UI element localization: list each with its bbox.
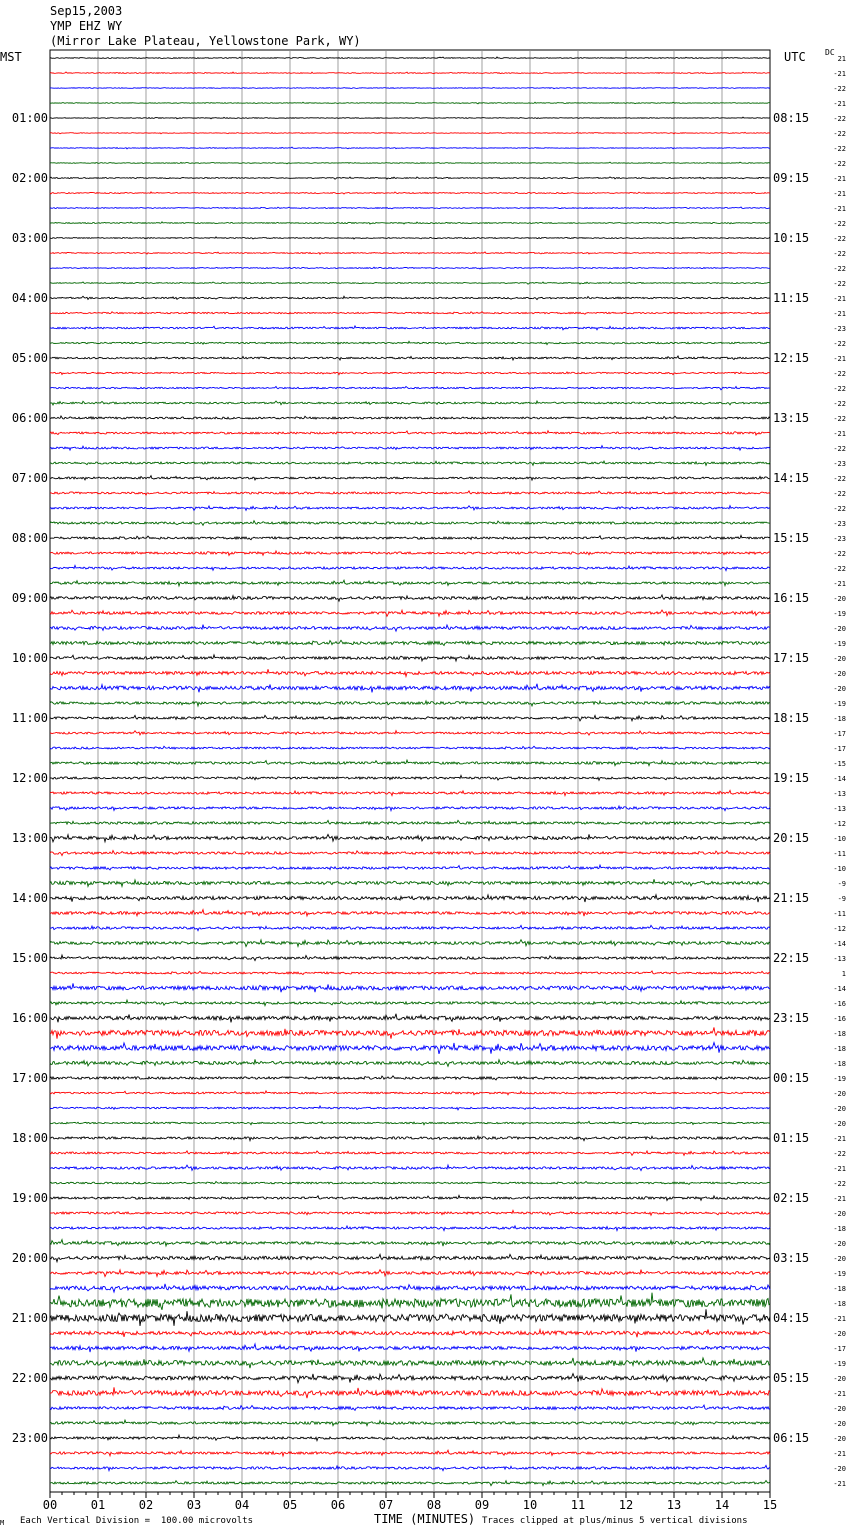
- seismic-trace: [50, 1151, 770, 1156]
- dc-offset-label: -15: [833, 760, 846, 768]
- dc-offset-label: -21: [833, 1315, 846, 1323]
- left-hour-label: 05:00: [11, 351, 48, 365]
- seismic-trace: [50, 147, 770, 149]
- dc-offset-label: -14: [833, 985, 846, 993]
- dc-offset-label: -12: [833, 925, 846, 933]
- seismic-trace: [50, 610, 770, 616]
- seismic-trace: [50, 640, 770, 645]
- seismic-trace: [50, 1284, 770, 1292]
- dc-offset-label: -20: [833, 1330, 846, 1338]
- right-hour-label: 05:15: [773, 1371, 810, 1385]
- dc-offset-label: -20: [833, 625, 846, 633]
- seismic-trace: [50, 1027, 770, 1038]
- seismic-trace: [50, 910, 770, 917]
- dc-offset-labels: [833, 55, 846, 1488]
- dc-offset-label: -22: [833, 250, 846, 258]
- left-hour-label: 14:00: [11, 891, 48, 905]
- left-hour-label: 15:00: [11, 951, 48, 965]
- dc-offset-label: -22: [833, 370, 846, 378]
- corner-mark: M: [0, 1519, 5, 1527]
- x-tick-label: 02: [138, 1498, 154, 1512]
- seismic-trace: [50, 1309, 770, 1326]
- right-hour-label: 21:15: [773, 891, 810, 905]
- left-hour-label: 06:00: [11, 411, 48, 425]
- seismic-trace: [50, 57, 770, 58]
- x-tick-label: 13: [666, 1498, 682, 1512]
- x-tick-label: 11: [570, 1498, 586, 1512]
- dc-offset-label: -18: [833, 1225, 846, 1233]
- right-hour-label: 03:15: [773, 1251, 810, 1265]
- seismic-trace: [50, 625, 770, 632]
- seismic-trace: [50, 925, 770, 930]
- seismic-trace: [50, 341, 770, 344]
- dc-offset-label: -22: [833, 160, 846, 168]
- dc-offset-label: -22: [833, 490, 846, 498]
- dc-offset-label: -22: [833, 340, 846, 348]
- seismic-trace: [50, 551, 770, 555]
- right-hour-label: 08:15: [773, 111, 810, 125]
- dc-offset-label: -20: [833, 1375, 846, 1383]
- left-hour-label: 02:00: [11, 171, 48, 185]
- left-hour-label: 18:00: [11, 1131, 48, 1145]
- dc-offset-label: -18: [833, 1045, 846, 1053]
- seismic-trace: [50, 1270, 770, 1277]
- dc-offset-label: -9: [837, 880, 846, 888]
- seismic-trace: [50, 326, 770, 330]
- seismic-trace: [50, 731, 770, 735]
- seismic-trace: [50, 177, 770, 179]
- seismic-trace: [50, 1014, 770, 1023]
- seismic-trace: [50, 565, 770, 570]
- dc-offset-label: -20: [833, 1090, 846, 1098]
- seismic-trace: [50, 207, 770, 209]
- dc-offset-label: -20: [833, 1255, 846, 1263]
- dc-offset-label: -21: [833, 1165, 846, 1173]
- dc-offset-label: -22: [833, 115, 846, 123]
- left-hour-label: 08:00: [11, 531, 48, 545]
- dc-offset-label: -19: [833, 640, 846, 648]
- seismic-trace: [50, 1059, 770, 1066]
- seismic-trace: [50, 1387, 770, 1398]
- seismic-trace: [50, 971, 770, 975]
- dc-offset-label: -10: [833, 835, 846, 843]
- right-hour-label: 16:15: [773, 591, 810, 605]
- seismic-trace: [50, 372, 770, 375]
- dc-offset-label: -22: [833, 505, 846, 513]
- dc-offset-label: -21: [833, 310, 846, 318]
- seismic-trace: [50, 117, 770, 119]
- seismic-trace: [50, 806, 770, 811]
- seismic-traces: [50, 57, 770, 1486]
- dc-offset-label: -19: [833, 1270, 846, 1278]
- seismic-trace: [50, 237, 770, 239]
- dc-offset-label: -22: [833, 565, 846, 573]
- dc-offset-label: -20: [833, 1435, 846, 1443]
- seismic-trace: [50, 491, 770, 495]
- seismic-trace: [50, 506, 770, 511]
- seismic-trace: [50, 820, 770, 824]
- dc-offset-label: -19: [833, 610, 846, 618]
- seismic-trace: [50, 940, 770, 947]
- dc-offset-label: -21: [833, 1480, 846, 1488]
- seismic-trace: [50, 1358, 770, 1368]
- seismic-trace: [50, 1226, 770, 1231]
- dc-offset-label: -22: [833, 385, 846, 393]
- dc-offset-label: -20: [833, 1405, 846, 1413]
- x-tick-label: 08: [426, 1498, 442, 1512]
- dc-offset-label: -20: [833, 595, 846, 603]
- dc-offset-label: -21: [833, 190, 846, 198]
- seismic-trace: [50, 446, 770, 450]
- dc-offset-label: -18: [833, 1300, 846, 1308]
- seismic-trace: [50, 252, 770, 254]
- seismic-trace: [50, 595, 770, 601]
- left-hour-label: 10:00: [11, 651, 48, 665]
- dc-offset-label: -16: [833, 1000, 846, 1008]
- dc-offset-label: -20: [833, 1120, 846, 1128]
- seismic-trace: [50, 222, 770, 224]
- right-hour-label: 12:15: [773, 351, 810, 365]
- seismic-trace: [50, 1405, 770, 1410]
- seismic-trace: [50, 1481, 770, 1486]
- seismic-trace: [50, 834, 770, 842]
- seismic-trace: [50, 1344, 770, 1352]
- dc-offset-label: -23: [833, 460, 846, 468]
- seismic-trace: [50, 1043, 770, 1054]
- x-tick-label: 07: [378, 1498, 394, 1512]
- dc-header-label: DC: [825, 48, 835, 57]
- dc-offset-label: -14: [833, 775, 846, 783]
- scale-note: Each Vertical Division = 100.00 microvolts: [20, 1516, 253, 1526]
- seismic-trace: [50, 431, 770, 435]
- right-hour-label: 06:15: [773, 1431, 810, 1445]
- seismic-trace: [50, 1106, 770, 1110]
- seismic-trace: [50, 1091, 770, 1095]
- seismic-trace: [50, 955, 770, 961]
- right-timezone-label: UTC: [784, 50, 806, 64]
- left-hour-label: 20:00: [11, 1251, 48, 1265]
- dc-offset-label: -20: [833, 1420, 846, 1428]
- right-hour-label: 19:15: [773, 771, 810, 785]
- x-tick-label: 04: [234, 1498, 250, 1512]
- clip-note: Traces clipped at plus/minus 5 vertical divisions: [482, 1516, 748, 1526]
- x-tick-label: 09: [474, 1498, 490, 1512]
- left-hour-label: 21:00: [11, 1311, 48, 1325]
- seismic-trace: [50, 1076, 770, 1080]
- plot-date: Sep15,2003: [50, 4, 123, 18]
- dc-offset-label: -22: [833, 280, 846, 288]
- dc-offset-label: -16: [833, 1015, 846, 1023]
- dc-offset-label: -19: [833, 1075, 846, 1083]
- seismic-trace: [50, 356, 770, 360]
- seismic-trace: [50, 790, 770, 795]
- dc-offset-label: -23: [833, 520, 846, 528]
- left-hour-label: 19:00: [11, 1191, 48, 1205]
- dc-offset-label: -21: [833, 1390, 846, 1398]
- dc-offset-label: -22: [833, 145, 846, 153]
- seismic-trace: [50, 192, 770, 194]
- seismic-trace: [50, 1182, 770, 1185]
- seismic-trace: [50, 162, 770, 164]
- left-hour-labels: [12, 111, 48, 1445]
- seismic-trace: [50, 1195, 770, 1200]
- left-hour-label: 07:00: [11, 471, 48, 485]
- dc-offset-label: -21: [833, 580, 846, 588]
- plot-frame: [50, 50, 770, 1492]
- dc-offset-label: -21: [833, 205, 846, 213]
- right-hour-label: 00:15: [773, 1071, 810, 1085]
- seismic-trace: [50, 1136, 770, 1141]
- seismic-trace: [50, 282, 770, 284]
- dc-offset-label: -23: [833, 325, 846, 333]
- seismic-trace: [50, 387, 770, 390]
- dc-offset-label: -21: [833, 355, 846, 363]
- seismic-trace: [50, 775, 770, 780]
- seismic-trace: [50, 1293, 770, 1310]
- dc-offset-label: -21: [833, 1195, 846, 1203]
- seismic-trace: [50, 983, 770, 992]
- dc-offset-label: -22: [833, 475, 846, 483]
- dc-offset-label: -22: [833, 265, 846, 273]
- seismic-trace: [50, 267, 770, 269]
- x-axis-ticks: [43, 1492, 777, 1512]
- dc-offset-label: -13: [833, 805, 846, 813]
- dc-offset-label: -17: [833, 730, 846, 738]
- right-hour-label: 11:15: [773, 291, 810, 305]
- seismic-trace: [50, 580, 770, 586]
- dc-offset-label: -11: [833, 850, 846, 858]
- x-axis-title: TIME (MINUTES): [374, 1512, 476, 1526]
- left-hour-label: 17:00: [11, 1071, 48, 1085]
- seismic-trace: [50, 1330, 770, 1338]
- right-hour-label: 04:15: [773, 1311, 810, 1325]
- dc-offset-label: -22: [833, 235, 846, 243]
- right-hour-label: 02:15: [773, 1191, 810, 1205]
- dc-offset-label: -11: [833, 910, 846, 918]
- dc-offset-label: -21: [833, 70, 846, 78]
- right-hour-label: 20:15: [773, 831, 810, 845]
- dc-offset-label: -22: [833, 415, 846, 423]
- dc-offset-label: -17: [833, 1345, 846, 1353]
- seismic-trace: [50, 1374, 770, 1383]
- dc-offset-label: -19: [833, 1360, 846, 1368]
- dc-offset-label: -21: [833, 295, 846, 303]
- dc-offset-label: -10: [833, 865, 846, 873]
- dc-offset-label: -21: [833, 1450, 846, 1458]
- dc-offset-label: -20: [833, 1210, 846, 1218]
- x-tick-label: 00: [42, 1498, 58, 1512]
- seismic-trace: [50, 476, 770, 480]
- dc-offset-label: -17: [833, 745, 846, 753]
- dc-offset-label: -20: [833, 655, 846, 663]
- x-tick-label: 15: [762, 1498, 778, 1512]
- seismic-trace: [50, 102, 770, 104]
- right-hour-label: 18:15: [773, 711, 810, 725]
- dc-offset-label: -21: [833, 1135, 846, 1143]
- left-hour-label: 03:00: [11, 231, 48, 245]
- dc-offset-label: 21: [837, 55, 846, 63]
- left-hour-label: 04:00: [11, 291, 48, 305]
- seismic-trace: [50, 416, 770, 419]
- left-hour-label: 09:00: [11, 591, 48, 605]
- seismic-trace: [50, 865, 770, 870]
- dc-offset-label: -18: [833, 1030, 846, 1038]
- dc-offset-label: -20: [833, 670, 846, 678]
- seismic-trace: [50, 655, 770, 661]
- right-hour-label: 17:15: [773, 651, 810, 665]
- x-tick-label: 03: [186, 1498, 202, 1512]
- dc-offset-label: -20: [833, 1465, 846, 1473]
- seismic-trace: [50, 461, 770, 465]
- right-hour-label: 01:15: [773, 1131, 810, 1145]
- seismic-trace: [50, 701, 770, 706]
- dc-offset-label: -13: [833, 955, 846, 963]
- left-hour-label: 23:00: [11, 1431, 48, 1445]
- seismic-trace: [50, 760, 770, 766]
- left-hour-label: 12:00: [11, 771, 48, 785]
- seismic-trace: [50, 521, 770, 526]
- seismic-trace: [50, 88, 770, 89]
- seismic-trace: [50, 879, 770, 886]
- x-tick-label: 01: [90, 1498, 106, 1512]
- x-tick-label: 06: [330, 1498, 346, 1512]
- dc-offset-label: -22: [833, 1180, 846, 1188]
- seismic-trace: [50, 296, 770, 299]
- seismic-trace: [50, 401, 770, 405]
- dc-offset-label: -22: [833, 130, 846, 138]
- right-hour-labels: [773, 111, 809, 1445]
- station-name: YMP EHZ WY: [50, 19, 123, 33]
- dc-offset-label: 1: [841, 970, 846, 978]
- dc-offset-label: -13: [833, 790, 846, 798]
- left-hour-label: 16:00: [11, 1011, 48, 1025]
- dc-offset-label: -23: [833, 535, 846, 543]
- seismic-trace: [50, 1420, 770, 1426]
- right-hour-label: 13:15: [773, 411, 810, 425]
- seismic-trace: [50, 1000, 770, 1006]
- dc-offset-label: -18: [833, 1285, 846, 1293]
- dc-offset-label: -22: [833, 220, 846, 228]
- right-hour-label: 22:15: [773, 951, 810, 965]
- dc-offset-label: -19: [833, 700, 846, 708]
- seismic-trace: [50, 1121, 770, 1124]
- seismic-trace: [50, 132, 770, 134]
- dc-offset-label: -20: [833, 1105, 846, 1113]
- dc-offset-label: -21: [833, 175, 846, 183]
- minute-gridlines: [50, 50, 770, 1492]
- dc-offset-label: -20: [833, 1240, 846, 1248]
- seismic-trace: [50, 1450, 770, 1456]
- dc-offset-label: -20: [833, 685, 846, 693]
- dc-offset-label: -21: [833, 430, 846, 438]
- right-hour-label: 10:15: [773, 231, 810, 245]
- left-timezone-label: MST: [0, 50, 22, 64]
- right-hour-label: 15:15: [773, 531, 810, 545]
- seismic-trace: [50, 669, 770, 676]
- dc-offset-label: -22: [833, 400, 846, 408]
- dc-offset-label: -22: [833, 85, 846, 93]
- right-hour-label: 09:15: [773, 171, 810, 185]
- left-hour-label: 01:00: [11, 111, 48, 125]
- seismic-trace: [50, 312, 770, 315]
- seismic-trace: [50, 1210, 770, 1215]
- dc-offset-label: -22: [833, 550, 846, 558]
- station-location: (Mirror Lake Plateau, Yellowstone Park, WY): [50, 34, 361, 48]
- right-hour-label: 23:15: [773, 1011, 810, 1025]
- seismic-trace: [50, 1165, 770, 1171]
- seismic-trace: [50, 895, 770, 902]
- seismic-trace: [50, 1240, 770, 1247]
- x-tick-label: 12: [618, 1498, 634, 1512]
- seismic-trace: [50, 715, 770, 721]
- dc-offset-label: -22: [833, 1150, 846, 1158]
- right-hour-label: 14:15: [773, 471, 810, 485]
- seismic-trace: [50, 851, 770, 856]
- x-tick-label: 10: [522, 1498, 538, 1512]
- seismic-trace: [50, 535, 770, 539]
- seismic-trace: [50, 746, 770, 749]
- seismic-trace: [50, 1254, 770, 1261]
- x-tick-label: 05: [282, 1498, 298, 1512]
- left-hour-label: 22:00: [11, 1371, 48, 1385]
- x-tick-label: 14: [714, 1498, 730, 1512]
- seismic-trace: [50, 1435, 770, 1441]
- seismic-trace: [50, 684, 770, 693]
- dc-offset-label: -22: [833, 445, 846, 453]
- dc-offset-label: -14: [833, 940, 846, 948]
- seismic-trace: [50, 72, 770, 74]
- left-hour-label: 13:00: [11, 831, 48, 845]
- seismic-trace: [50, 1465, 770, 1470]
- dc-offset-label: -18: [833, 1060, 846, 1068]
- dc-offset-label: -9: [837, 895, 846, 903]
- dc-offset-label: -12: [833, 820, 846, 828]
- dc-offset-label: -21: [833, 100, 846, 108]
- left-hour-label: 11:00: [11, 711, 48, 725]
- dc-offset-label: -18: [833, 715, 846, 723]
